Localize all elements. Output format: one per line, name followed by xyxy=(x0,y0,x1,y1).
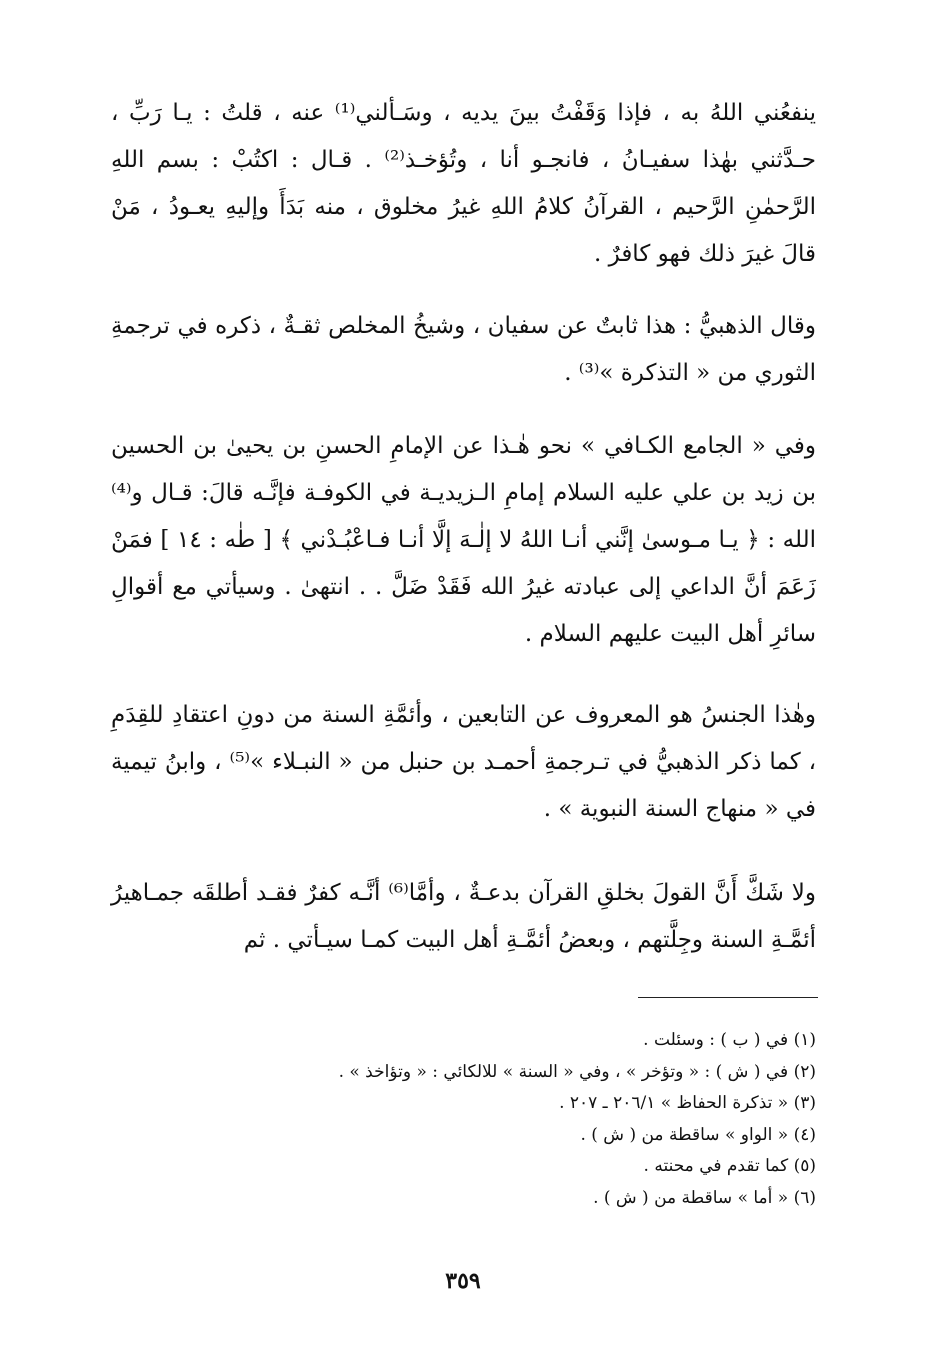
body-paragraph: ولا شَكَّ أَنَّ القولَ بخلقِ القرآن بدعـةٌ ، وأمَّا⁽⁶⁾ أنَّـه كفرٌ فقـد أطلقَه جمـاهيرُ أئمَّـةِ السنة وجِلَّتهم ، وبعضُ أئمَّـةِ أهل البيت كمـا سيـأتي . ثم xyxy=(111,880,816,953)
footnote: (٣) « تذكرة الحفاظ » ٢٠٦/١ ـ ٢٠٧ . xyxy=(559,1093,816,1113)
body-paragraph: وهٰذا الجنسُ هو المعروف عن التابعين ، وأئمَّةِ السنة من دونِ اعتقادِ للقِدَمِ ، كما ذكر الذهبيُّ في تـرجمةِ أحمـد بن حنبل من « النبـلاء »⁽⁵⁾ ، وابنُ تيمية في « منهاج السنة النبوية » . xyxy=(111,702,816,822)
footnote: (٢) في ( ش ) : « وتؤخر » ، وفي « السنة » للالكائي : « وتؤاخذ » . xyxy=(338,1061,816,1082)
body-paragraph: وقال الذهبيُّ : هذا ثابتٌ عن سفيان ، وشيخُ المخلص ثقـةٌ ، ذكره في ترجمةِ الثوري من « التذكرة »⁽³⁾ . xyxy=(111,313,816,386)
body-paragraph: وفي « الجامع الكـافي » نحو هٰـذا عن الإمامِ الحسنِ بن يحيىٰ بن الحسين بن زيد بن علي عليه السلام إمامِ الـزيديـة في الكوفـة فإنَّـه قالَ: قـال و⁽⁴⁾ الله : ﴿ يـا مـوسىٰ إنَّني أنـا اللهُ لا إلٰـهَ إلَّا أنـا فـاعْبُـدْني ﴾ [ طٰه : ١٤ ] فمَنْ زَعَمَ أنَّ الداعي إلى عبادته غيرُ الله فَقَدْ ضَلَّ . . انتهىٰ . وسيأتي مع أقوالِ سائرِ أهل البيت عليهم السلام . xyxy=(111,433,817,647)
body-paragraph: ينفعُني اللهُ به ، فإذا وَقَفْتُ بينَ يديه ، وسَـألني⁽¹⁾ عنه ، قلتُ : يـا رَبِّ ، حـدَّثني بهٰذا سفيـانُ ، فانجـو أنا ، وتُؤخـذ⁽²⁾ . قـال : اكتُبْ : بسم اللهِ الرَّحمٰنِ الرَّحيم ، القرآنُ كلامُ اللهِ غيرُ مخلوق ، منه بَدَأَ وإليهِ يعـودُ ، مَنْ قالَ غيرَ ذلك فهو كافرٌ . xyxy=(111,100,816,267)
footnote: (١) في ( ب ) : وسئلت . xyxy=(643,1030,816,1050)
footnote: (٦) « أما » ساقطة من ( ش ) . xyxy=(593,1187,816,1208)
footnote: (٤) « الواو » ساقطة من ( ش ) . xyxy=(580,1124,816,1145)
footnote: (٥) كما تقدم في محنته . xyxy=(643,1156,816,1176)
page-number: ٣٥٩ xyxy=(445,1268,481,1294)
footnote-separator xyxy=(638,997,818,998)
footnotes-list xyxy=(111,1025,816,1214)
